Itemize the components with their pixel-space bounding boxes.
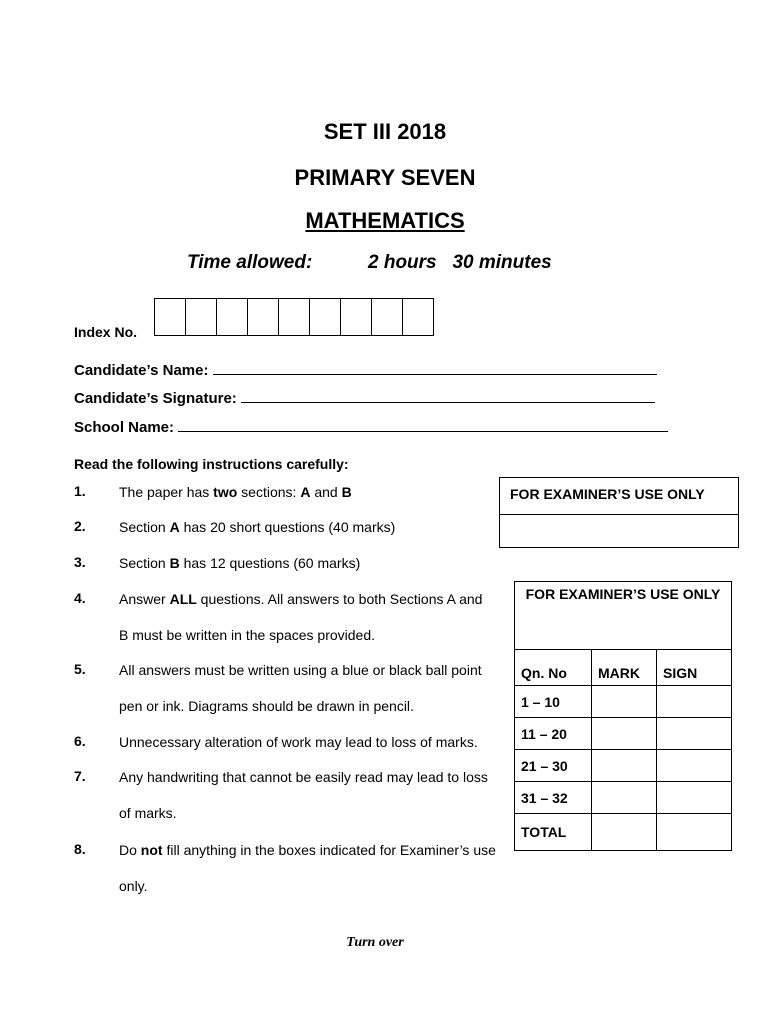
candidate-signature-label: Candidate’s Signature: — [74, 390, 237, 407]
examiner-table-header-box — [514, 581, 732, 650]
mark-cell[interactable] — [592, 814, 657, 851]
index-number-boxes[interactable] — [154, 298, 434, 336]
index-digit-box[interactable] — [186, 299, 217, 335]
instruction-item-5: All answers must be written using a blue or black ball point pen or ink. Diagrams should be drawn in pencil. — [119, 662, 482, 714]
candidate-name-label: Candidate’s Name: — [74, 362, 209, 379]
candidate-signature-row — [74, 388, 655, 407]
examiner-marks-table — [514, 649, 732, 851]
index-digit-box[interactable] — [403, 299, 433, 335]
school-name-label: School Name: — [74, 419, 175, 436]
table-row — [515, 718, 732, 750]
sign-cell[interactable] — [657, 686, 732, 718]
candidate-signature-field[interactable] — [241, 388, 655, 403]
mark-cell[interactable] — [592, 718, 657, 750]
examiner-table-title: FOR EXAMINER’S USE ONLY — [525, 586, 721, 602]
instruction-number: 1. — [74, 483, 86, 499]
mark-cell[interactable] — [592, 782, 657, 814]
sign-cell[interactable] — [657, 814, 732, 851]
instruction-item-6: Unnecessary alteration of work may lead to loss of marks. — [119, 734, 478, 750]
sign-cell[interactable] — [657, 782, 732, 814]
total-label: TOTAL — [515, 814, 592, 851]
time-allowed-label: Time allowed: — [187, 252, 313, 273]
school-name-row — [74, 417, 668, 436]
time-allowed-value: 2 hours 30 minutes — [368, 252, 552, 273]
table-row — [515, 750, 732, 782]
mark-cell[interactable] — [592, 750, 657, 782]
instruction-item-8: Do not fill anything in the boxes indicated for Examiner’s use only. — [119, 842, 496, 894]
index-digit-box[interactable] — [217, 299, 248, 335]
instruction-number: 3. — [74, 554, 86, 570]
index-number-label: Index No. — [74, 324, 138, 340]
instruction-item-1: The paper has two sections: A and B — [119, 484, 352, 500]
school-name-field[interactable] — [178, 417, 668, 432]
question-range: 21 – 30 — [515, 750, 592, 782]
instruction-number: 4. — [74, 590, 86, 606]
index-digit-box[interactable] — [155, 299, 186, 335]
sign-cell[interactable] — [657, 750, 732, 782]
index-digit-box[interactable] — [310, 299, 341, 335]
mark-cell[interactable] — [592, 686, 657, 718]
question-range: 1 – 10 — [515, 686, 592, 718]
column-header-sign: SIGN — [657, 650, 732, 686]
subject-title: MATHEMATICS — [305, 208, 465, 233]
index-digit-box[interactable] — [372, 299, 403, 335]
instructions-heading: Read the following instructions carefully: — [74, 456, 349, 472]
table-row — [515, 814, 732, 851]
sign-cell[interactable] — [657, 718, 732, 750]
instruction-number: 8. — [74, 841, 86, 857]
instruction-item-2: Section A has 20 short questions (40 marks) — [119, 519, 396, 535]
instruction-number: 7. — [74, 768, 86, 784]
examiner-use-box-small — [499, 477, 739, 548]
exam-set-title: SET III 2018 — [323, 119, 447, 144]
instruction-number: 6. — [74, 733, 86, 749]
instruction-item-7: Any handwriting that cannot be easily read may lead to loss of marks. — [119, 769, 488, 821]
table-row — [515, 782, 732, 814]
candidate-name-field[interactable] — [213, 360, 657, 375]
question-range: 31 – 32 — [515, 782, 592, 814]
instruction-number: 2. — [74, 518, 86, 534]
instruction-number: 5. — [74, 661, 86, 677]
examiner-box-title: FOR EXAMINER’S USE ONLY — [500, 478, 738, 515]
instruction-item-4: Answer ALL questions. All answers to both Sections A and B must be written in the spaces provided. — [119, 591, 483, 643]
class-level-title: PRIMARY SEVEN — [294, 165, 476, 190]
examiner-box-blank[interactable] — [500, 515, 738, 547]
column-header-mark: MARK — [592, 650, 657, 686]
index-digit-box[interactable] — [279, 299, 310, 335]
question-range: 11 – 20 — [515, 718, 592, 750]
index-digit-box[interactable] — [341, 299, 372, 335]
column-header-qn: Qn. No — [515, 650, 592, 686]
instruction-item-3: Section B has 12 questions (60 marks) — [119, 555, 361, 571]
table-row — [515, 686, 732, 718]
candidate-name-row — [74, 360, 657, 379]
turn-over-note: Turn over — [346, 935, 404, 950]
index-digit-box[interactable] — [248, 299, 279, 335]
